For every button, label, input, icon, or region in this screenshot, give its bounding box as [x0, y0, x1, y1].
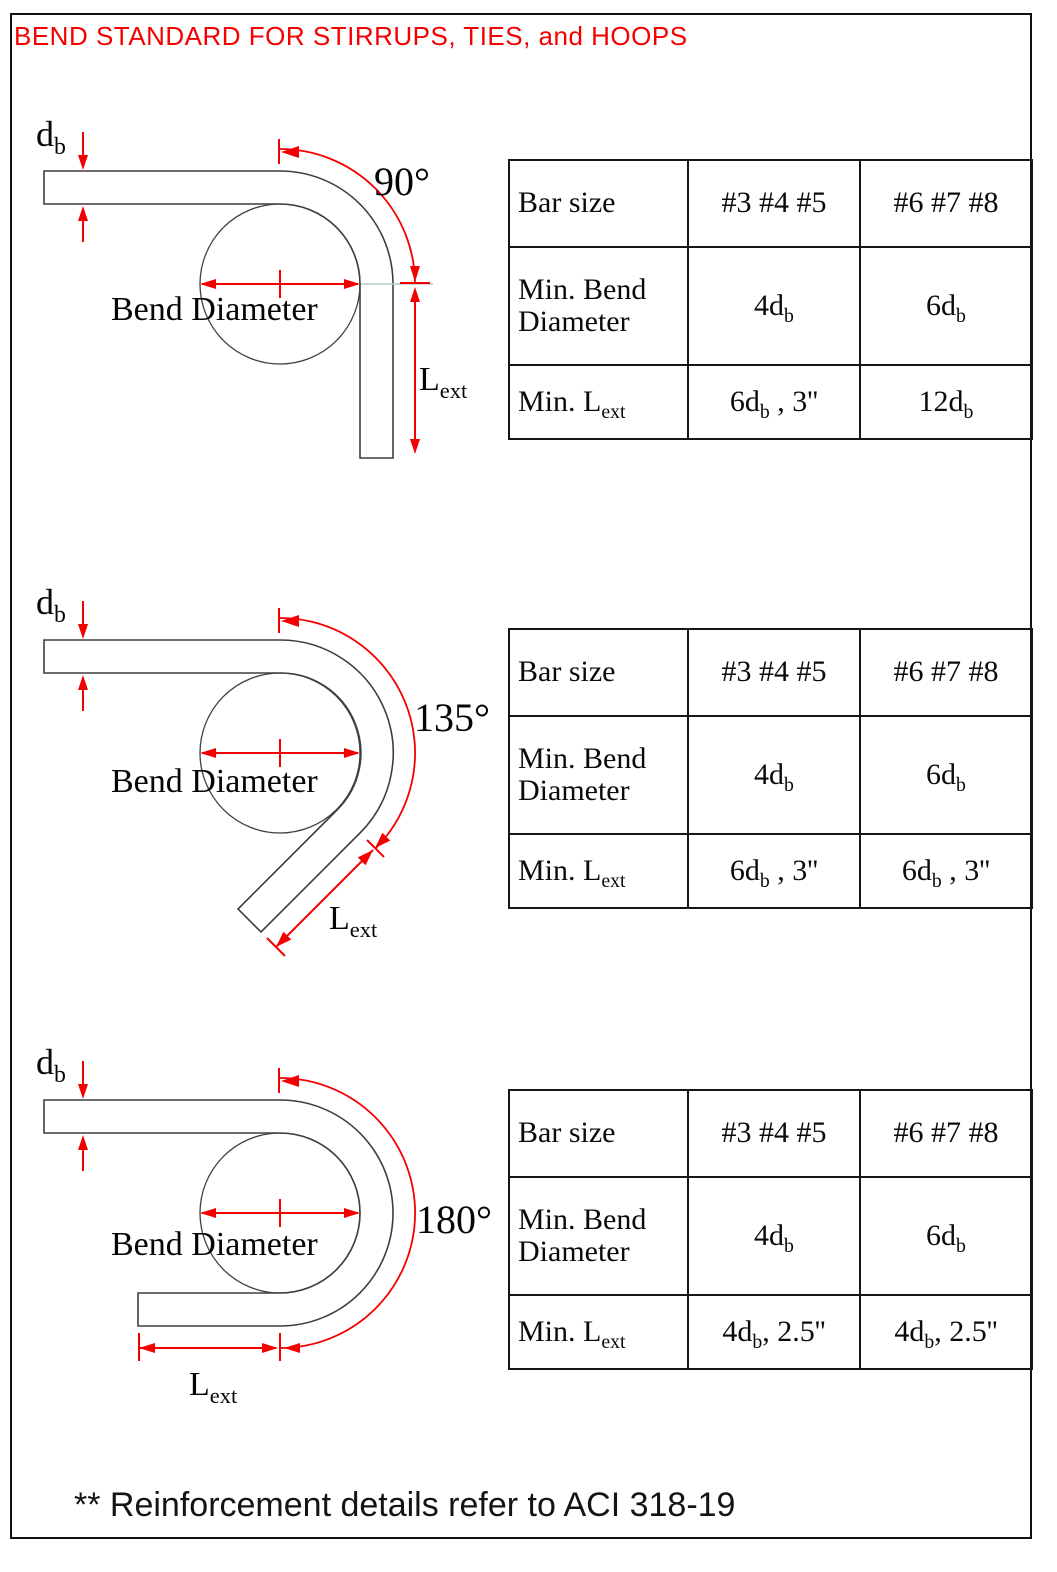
table-cell: #6 #7 #8 [860, 629, 1032, 716]
table-cell: $6d_b$ , 3'' [688, 834, 860, 908]
table-cell: Min. $L_{ext}$ [509, 365, 688, 439]
table-cell: Min. $L_{ext}$ [509, 834, 688, 908]
table-cell: $4d_b$ [688, 716, 860, 834]
table-cell: Min. Bend Diameter [509, 1177, 688, 1295]
table-cell: $6d_b$ , 3'' [860, 834, 1032, 908]
angle-label-180: 180° [416, 1197, 492, 1242]
page-title: BEND STANDARD FOR STIRRUPS, TIES, and HOOPS [14, 21, 688, 51]
table-cell: $12d_b$ [860, 365, 1032, 439]
bend-table-135 [508, 628, 1033, 909]
table-cell: $4d_b$ [688, 1177, 860, 1295]
table-cell: $4d_b$ [688, 247, 860, 365]
bend-diameter-label-180: Bend Diameter [111, 1226, 318, 1263]
bend-diameter-label-135: Bend Diameter [111, 763, 318, 800]
table-cell: Min. Bend Diameter [509, 716, 688, 834]
table-row [509, 1090, 1032, 1177]
table-cell: Min. $L_{ext}$ [509, 1295, 688, 1369]
bend-diameter-label-90: Bend Diameter [111, 291, 318, 328]
table-row [509, 160, 1032, 247]
table-cell: $4d_b$, 2.5'' [860, 1295, 1032, 1369]
table-cell: Bar size [509, 160, 688, 247]
table-cell: Min. Bend Diameter [509, 247, 688, 365]
table-cell: #3 #4 #5 [688, 629, 860, 716]
bar-diameter-label-90: $d_b$ [36, 114, 66, 161]
extension-label-180: $L_{ext}$ [189, 1366, 238, 1408]
angle-label-90: 90° [374, 159, 430, 204]
table-cell: $6d_b$ , 3'' [688, 365, 860, 439]
angle-label-135: 135° [414, 695, 490, 740]
table-cell: #3 #4 #5 [688, 160, 860, 247]
table-cell: Bar size [509, 629, 688, 716]
table-cell: $6d_b$ [860, 247, 1032, 365]
table-cell: $4d_b$, 2.5'' [688, 1295, 860, 1369]
table-cell: #6 #7 #8 [860, 160, 1032, 247]
footnote: ** Reinforcement details refer to ACI 318-19 [74, 1486, 736, 1524]
extension-label-135: $L_{ext}$ [329, 900, 378, 942]
table-row [509, 247, 1032, 365]
extension-label-90: $L_{ext}$ [419, 361, 468, 403]
table-cell: #3 #4 #5 [688, 1090, 860, 1177]
bend-diagram-180 [44, 1061, 415, 1361]
table-row [509, 716, 1032, 834]
table-cell: #6 #7 #8 [860, 1090, 1032, 1177]
table-row [509, 1177, 1032, 1295]
bend-table-180 [508, 1089, 1033, 1370]
bar-diameter-label-135: $d_b$ [36, 582, 66, 629]
table-cell: $6d_b$ [860, 1177, 1032, 1295]
bar-diameter-label-180: $d_b$ [36, 1042, 66, 1089]
table-row [509, 1295, 1032, 1369]
table-row [509, 629, 1032, 716]
table-row [509, 365, 1032, 439]
bend-table-90 [508, 159, 1033, 440]
table-row [509, 834, 1032, 908]
table-cell: $6d_b$ [860, 716, 1032, 834]
table-cell: Bar size [509, 1090, 688, 1177]
